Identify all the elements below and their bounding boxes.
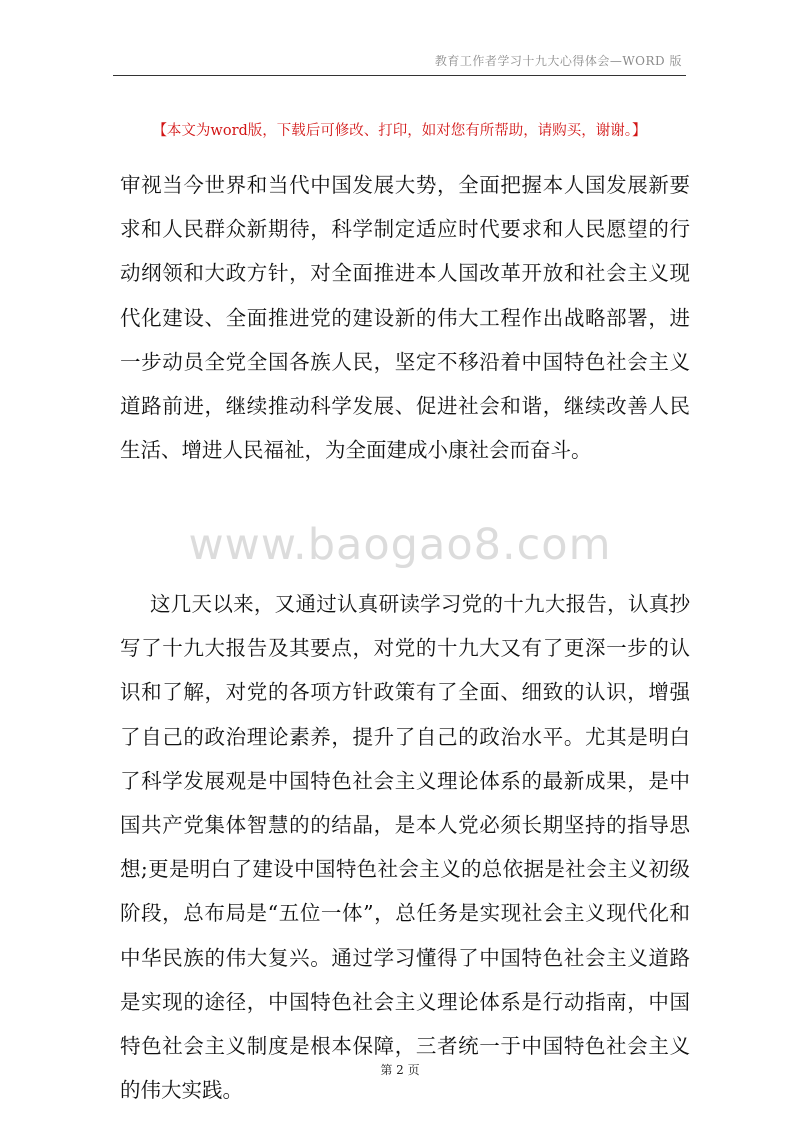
body-paragraph-2: 这几天以来，又通过认真研读学习党的十九大报告，认真抄写了十九大报告及其要点，对党的十九大又有了更深一步的认识和了解，对党的各项方针政策有了全面、细致的认识，增强了自己的政治理论素养，提升了自己的政治水平。尤其是明白了科学发展观是中国特色社会主义理论体系的最新成果，是中国共产党集体智慧的的结晶，是本人党必须长期坚持的指导思想;更是明白了建设中国特色社会主义的总依据是社会主义初级阶段，总布局是“五位一体”，总任务是实现社会主义现代化和中华民族的伟大复兴。通过学习懂得了中国特色社会主义道路是实现的途径，中国特色社会主义理论体系是行动指南，中国特色社会主义制度是根本保障，三者统一于中国特色社会主义的伟大实践。	[120, 592, 690, 1103]
body-paragraph-1: 审视当今世界和当代中国发展大势，全面把握本人国发展新要求和人民群众新期待，科学制定适应时代要求和人民愿望的行动纲领和大政方针，对全面推进本人国改革开放和社会主义现代化建设、全面推进党的建设新的伟大工程作出战略部署，进一步动员全党全国各族人民，坚定不移沿着中国特色社会主义道路前进，继续推动科学发展、促进社会和谐，继续改善人民生活、增进人民福祉，为全面建成小康社会而奋斗。	[120, 173, 690, 463]
page-header-title: 教育工作者学习十九大心得体会—WORD 版	[434, 54, 682, 68]
watermark-text: www.baogao8.com	[188, 520, 612, 570]
page-number: 第 2 页	[380, 1063, 420, 1077]
header-divider	[113, 75, 686, 76]
purchase-notice: 【本文为word版，下载后可修改、打印，如对您有所帮助，请购买，谢谢。】	[152, 123, 647, 139]
